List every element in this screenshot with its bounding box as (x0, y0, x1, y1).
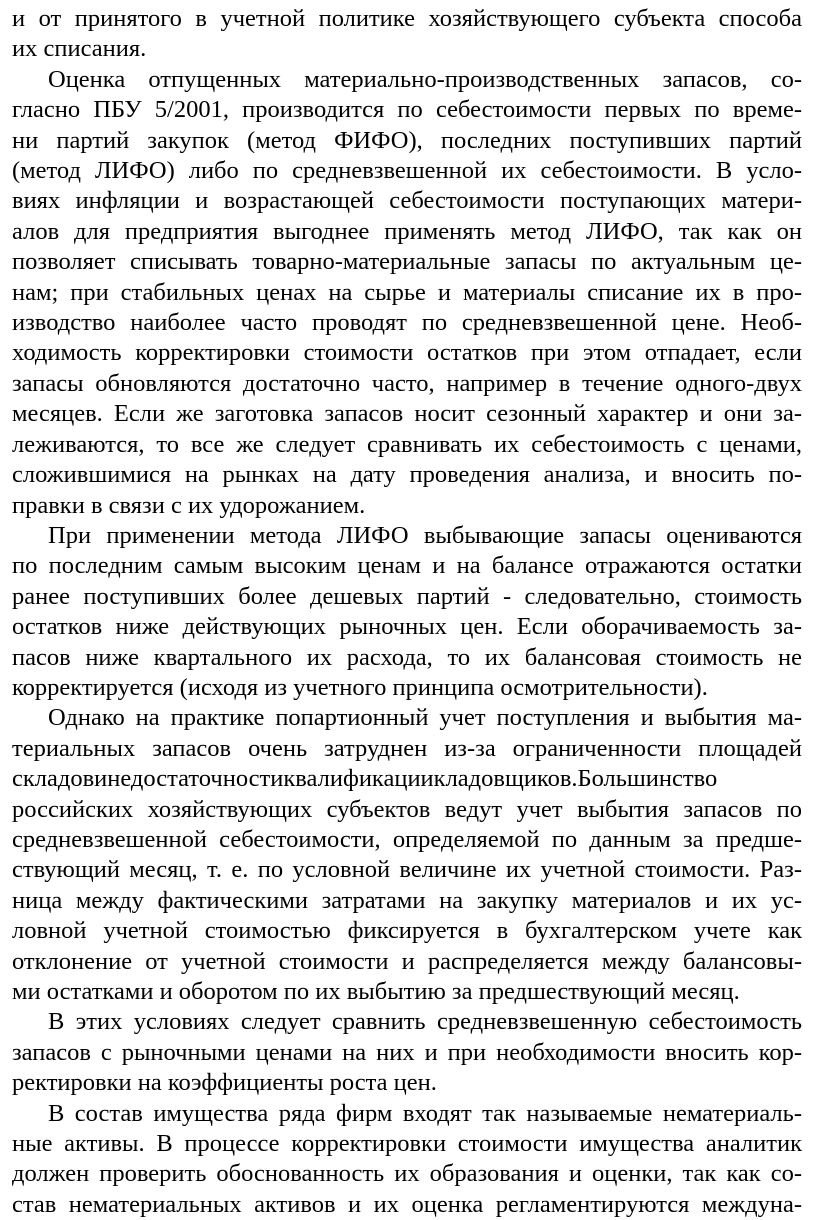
paragraph-1 (12, 4, 802, 65)
text-line: ректировки на коэффициенты роста цен. (12, 1069, 437, 1097)
document-page (12, 4, 802, 1220)
text-line: изводство наиболее часто проводят по средневзвешенной цене. Необ- (12, 309, 802, 337)
text-line: териальных запасов очень затруднен из-за ограниченности площадей (12, 734, 802, 762)
text-line: и от принятого в учетной политике хозяйствующего субъекта способа (12, 5, 802, 32)
text-line: позволяет списывать товарно-материальные запасы по актуальным це- (12, 248, 802, 276)
text-line: корректируется (исходя из учетного принципа осмотрительности). (12, 673, 708, 701)
text-line: ранее поступивших более дешевых партий - следовательно, стоимость (12, 582, 802, 610)
text-line: ни партий закупок (метод ФИФО), последних поступивших партий (12, 126, 802, 154)
text-line: гласно ПБУ 5/2001, производится по себестоимости первых по време- (12, 96, 802, 124)
text-line: ные активы. В процессе корректировки стоимости имущества аналитик (12, 1130, 802, 1158)
text-line: российских хозяйствующих субъектов ведут учет выбытия запасов по (12, 795, 802, 823)
paragraph-2 (12, 65, 802, 521)
text-line: став нематериальных активов и их оценка регламентируются междуна- (12, 1190, 802, 1218)
text-line: их списания. (12, 35, 147, 63)
text-line: средневзвешенной себестоимости, определяемой по данным за предше- (12, 825, 802, 853)
paragraph-4 (12, 703, 802, 1007)
text-line: складовинедостаточностиквалификациикладовщиков.Большинство (12, 765, 718, 793)
text-line: ми остатками и оборотом по их выбытию за предшествующий месяц. (12, 978, 740, 1005)
text-line: должен проверить обоснованность их образования и оценки, так как со- (12, 1160, 802, 1188)
text-line: В этих условиях следует сравнить средневзвешенную себестоимость (48, 1008, 802, 1036)
text-line: месяцев. Если же заготовка запасов носит сезонный характер и они за- (12, 400, 802, 428)
text-line: виях инфляции и возрастающей себестоимости поступающих матери- (12, 187, 802, 215)
text-line: (метод ЛИФО) либо по средневзвешенной их себестоимости. В усло- (12, 157, 802, 185)
text-line: ствующий месяц, т. е. по условной величине их учетной стоимости. Раз- (12, 856, 802, 884)
text-line: по последним самым высоким ценам и на балансе отражаются остатки (12, 552, 802, 580)
text-line: ница между фактическими затратами на закупку материалов и их ус- (12, 886, 802, 914)
text-line: пасов ниже квартального их расхода, то их балансовая стоимость не (12, 643, 802, 671)
text-line: В состав имущества ряда фирм входят так называемые нематериаль- (48, 1099, 802, 1127)
text-line: запасов с рыночными ценами на них и при необходимости вносить кор- (12, 1038, 802, 1066)
text-line: нам; при стабильных ценах на сырье и материалы списание их в про- (12, 278, 802, 306)
text-line: алов для предприятия выгоднее применять метод ЛИФО, так как он (12, 217, 802, 245)
text-line: ходимость корректировки стоимости остатков при этом отпадает, если (12, 339, 802, 367)
text-line: остатков ниже действующих рыночных цен. Если оборачиваемость за- (12, 613, 802, 641)
text-line: ловной учетной стоимостью фиксируется в бухгалтерском учете как (12, 917, 802, 945)
text-line: При применении метода ЛИФО выбывающие запасы оцениваются (48, 521, 802, 549)
paragraph-5 (12, 1007, 802, 1098)
text-line: отклонение от учетной стоимости и распределяется между балансовы- (12, 947, 802, 975)
text-line: Однако на практике попартионный учет поступления и выбытия ма- (48, 704, 802, 732)
paragraph-3 (12, 521, 802, 703)
text-line: запасы обновляются достаточно часто, например в течение одного-двух (12, 369, 802, 397)
text-line: леживаются, то все же следует сравнивать их себестоимость с ценами, (12, 430, 802, 458)
text-line: Оценка отпущенных материально-производственных запасов, со- (48, 65, 802, 93)
text-line: сложившимися на рынках на дату проведения анализа, и вносить по- (12, 461, 802, 489)
text-line: правки в связи с их удорожанием. (12, 491, 366, 519)
